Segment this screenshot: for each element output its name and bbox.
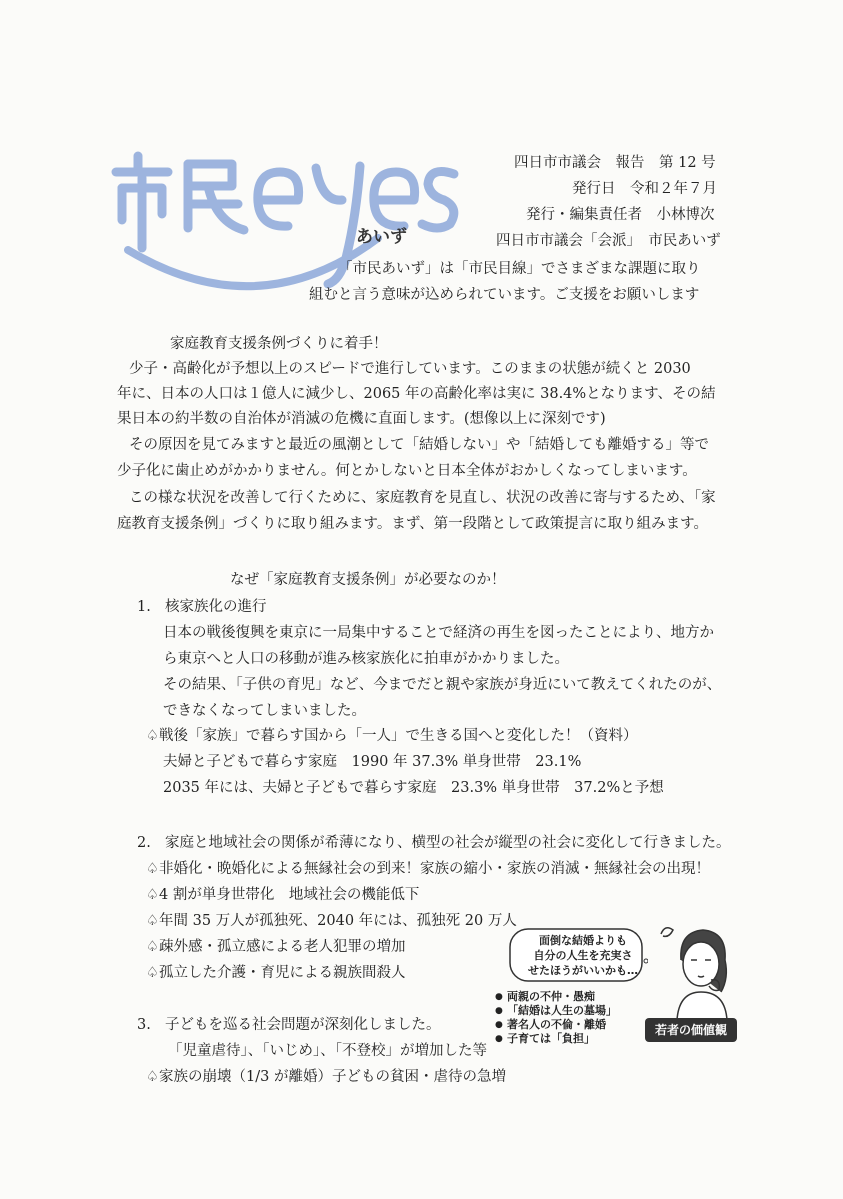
- item3-heading: 子どもを巡る社会問題が深刻化しました。: [165, 1017, 441, 1033]
- editor: 発行・編集責任者 小林博次: [526, 207, 715, 223]
- item2-note-2: ♤4 割が単身世帯化 地域社会の機能低下: [146, 887, 420, 903]
- section2-title: なぜ「家庭教育支援条例」が必要なのか！: [230, 572, 506, 588]
- youth-values-badge: 若者の価値観: [645, 1018, 737, 1042]
- bubble-line-3: せたほうがいいかも…: [528, 964, 638, 977]
- item3-line-2: ♤家族の崩壊（1/3 が離婚）子どもの貧困・虐待の急増: [146, 1069, 506, 1085]
- section1-line-4: その原因を見てみますと最近の風潮として「結婚しない」や「結婚しても離婚する」等で: [129, 437, 709, 453]
- section1-line-3: 果日本の約半数の自治体が消滅の危機に直面します。(想像以上に深刻です): [117, 411, 606, 427]
- issue-date: 発行日 令和２年７月: [572, 181, 717, 197]
- item1-stat-1: 夫婦と子どもで暮らす家庭 1990 年 37.3% 単身世帯 23.1%: [163, 754, 582, 770]
- item1-line-1: 日本の戦後復興を東京に一局集中することで経済の再生を図ったことにより、地方か: [163, 625, 714, 641]
- section1-line-6: この様な状況を改善して行くために、家庭教育を見直し、状況の改善に寄与するため、「家: [129, 490, 716, 506]
- tagline-line-1: 「市民あいず」は「市民目線」でさまざまな課題に取り: [338, 261, 701, 277]
- item3-number: 3.: [137, 1017, 151, 1033]
- bubble-line-2: 自分の人生を充実さ: [533, 949, 633, 962]
- section1-line-2: 年に、日本の人口は１億人に減少し、2065 年の高齢化率は実に 38.4%となります、その結: [117, 386, 716, 402]
- item1-line-3: その結果、「子供の育児」など、今までだと親や家族が身近にいて教えてくれたのが、: [163, 677, 722, 693]
- tagline-line-2: 組むと言う意味が込められています。ご支援をお願いします: [309, 287, 700, 303]
- section1-line-5: 少子化に歯止めがかかりません。何とかしないと日本全体がおかしくなってしまいます。: [117, 463, 697, 479]
- item2-note-3: ♤年間 35 万人が孤独死、2040 年には、孤独死 20 万人: [146, 913, 517, 929]
- logo-reading: あいず: [356, 227, 407, 247]
- item2-note-5: ♤孤立した介護・育児による親族間殺人: [146, 965, 406, 981]
- item1-heading: 核家族化の進行: [165, 599, 267, 615]
- section1-title: 家庭教育支援条例づくりに着手！: [170, 336, 388, 352]
- faction: 四日市市議会「会派」 市民あいず: [496, 233, 721, 249]
- item2-heading: 家庭と地域社会の関係が希薄になり、横型の社会が縦型の社会に変化して行きました。: [165, 835, 731, 851]
- speech-bubble-text: [518, 933, 648, 978]
- newsletter-issue: 四日市市議会 報告 第 12 号: [514, 155, 716, 171]
- item1-number: 1.: [137, 599, 151, 615]
- item2-note-1: ♤非婚化・晩婚化による無縁社会の到来！家族の縮小・家族の消滅・無縁社会の出現！: [146, 861, 710, 877]
- bullet-item: ● 著名人の不倫・離婚: [495, 1018, 617, 1032]
- section1-line-7: 庭教育支援条例」づくりに取り組みます。まず、第一段階として政策提言に取り組みます。: [117, 516, 709, 532]
- bullet-item: ● 子育ては「負担」: [495, 1032, 617, 1046]
- bullet-item: ● 「結婚は人生の墓場」: [495, 1004, 617, 1018]
- item1-line-4: できなくなってしまいました。: [163, 703, 366, 719]
- bullet-item: ● 両親の不仲・愚痴: [495, 990, 617, 1004]
- bubble-line-1: 面倒な結婚よりも: [539, 934, 627, 947]
- callout-bullet-list: [495, 990, 617, 1046]
- item1-note: ♤戦後「家族」で暮らす国から「一人」で生きる国へと変化した！（資料）: [146, 728, 638, 744]
- item3-line-1: 「児童虐待」、「いじめ」、「不登校」が増加した等: [168, 1043, 487, 1059]
- item1-line-2: ら東京へと人口の移動が進み核家族化に拍車がかかりました。: [163, 651, 569, 667]
- item1-stat-2: 2035 年には、夫婦と子どもで暮らす家庭 23.3% 単身世帯 37.2%と予想: [163, 780, 664, 796]
- thinking-woman-icon: [655, 920, 745, 1020]
- item2-note-4: ♤疎外感・孤立感による老人犯罪の増加: [146, 939, 406, 955]
- section1-line-1: 少子・高齢化が予想以上のスピードで進行しています。このままの状態が続くと 2030: [129, 361, 691, 377]
- item2-number: 2.: [137, 835, 151, 851]
